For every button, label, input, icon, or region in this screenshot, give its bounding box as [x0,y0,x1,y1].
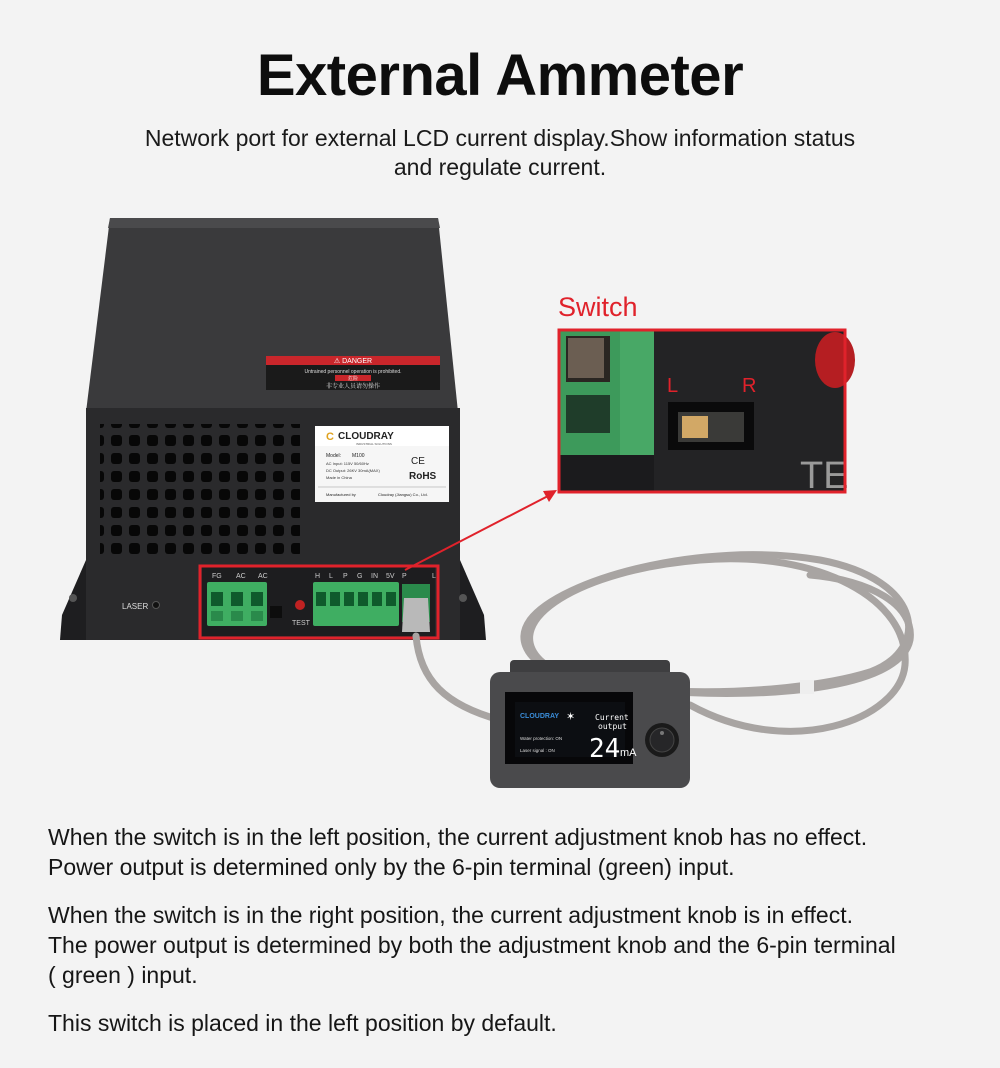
product-label [315,426,449,502]
display-current-label-2: output [598,722,627,731]
ventilation-grille [100,424,300,559]
danger-line: Untrained personnel operation is prohibited. [304,369,402,375]
terminal-label: AC [258,573,268,580]
switch-left-label: L [667,375,679,397]
paragraph-line: When the switch is in the right position, the current adjustment knob is in effect. [48,902,853,928]
label-manufactured-by: Manufactured by [326,492,356,497]
terminal-label: AC [236,573,246,580]
label-ac-input: AC Input: 115V 50/60Hz [326,461,369,466]
panel-marking: TE [800,455,849,497]
display-laser-signal: Laser signal : ON [520,748,555,753]
terminal-label: 5V [386,573,395,580]
danger-cn-header: 危险 [347,376,359,382]
label-manufacturer: Cloudray (Jiangsu) Co., Ltd. [378,492,428,497]
rj45-connector [402,598,430,632]
label-rohs: RoHS [409,471,437,482]
danger-label [266,356,440,390]
terminal-label: FG [212,573,222,580]
label-made-in: Made in China [326,475,352,480]
laser-label: LASER [122,602,149,611]
label-brand-sub: INDUSTRIAL SOLUTIONS [356,442,392,446]
danger-header: ⚠ DANGER [333,358,373,365]
product-photo [0,200,1000,810]
switch-right-label: R [742,375,757,397]
switch-closeup [559,330,855,497]
terminal-label: L [432,573,436,580]
terminal-label: G [357,573,363,580]
display-sun-icon: ✶ [566,711,576,723]
test-label: TEST [292,620,310,627]
display-current-unit: mA [620,747,637,759]
paragraph-left-position [48,822,978,882]
six-pin-terminal-block [313,582,399,626]
danger-cn: 非专业人员请勿操作 [325,384,381,390]
paragraph-line: Power output is determined only by the 6-pin terminal (green) input. [48,854,735,880]
cable-tie [800,680,814,694]
label-brand: CLOUDRAY [338,431,394,442]
terminal-label: L [329,573,333,580]
display-current-value: 24 [589,734,621,764]
terminal-label: P [343,573,348,580]
terminal-label: H [315,573,321,580]
page-title: External Ammeter [256,43,744,108]
switch-slot [270,606,282,618]
switch-slider[interactable] [682,416,708,438]
external-ammeter [490,660,690,788]
label-brand-logo: C [326,431,334,443]
terminal-labels-left [212,573,268,580]
paragraph-line: The power output is determined by both the adjustment knob and the 6-pin terminal [48,932,896,958]
terminal-label: IN [371,573,378,580]
display-current-label-1: Current [595,713,629,722]
paragraph-line: When the switch is in the left position, the current adjustment knob has no effect. [48,824,868,850]
paragraph-default-position [48,1008,978,1038]
page-subtitle [80,124,920,182]
laser-led [153,602,160,609]
display-water-protection: Water protection: ON [520,736,563,741]
label-model-value: M100 [352,453,365,459]
subtitle-line-2: and regulate current. [393,154,607,180]
label-dc-output: DC Output: 26KV 30mA(MAX) [326,468,380,473]
terminal-label: P [402,573,407,580]
test-button [295,600,305,610]
paragraph-line: This switch is placed in the left position by default. [48,1010,557,1036]
label-ce: CE [411,456,425,467]
callout-arrowhead [543,490,557,502]
subtitle-line-1: Network port for external LCD current display.Show information status [144,125,856,151]
display-brand: CLOUDRAY [520,713,560,720]
label-model: Model: [326,453,342,459]
ac-terminal-block [207,582,267,626]
switch-callout-label: Switch [558,292,638,322]
paragraph-right-position [48,900,978,990]
paragraph-line: ( green ) input. [48,962,198,988]
